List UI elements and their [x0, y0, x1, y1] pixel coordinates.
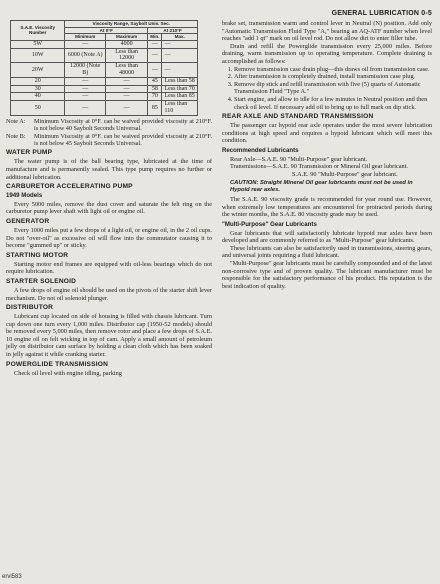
table-cell: 30	[11, 85, 65, 93]
starter-solenoid-text: A few drops of engine oil should be used on the pivots of the starter shift lever mechanism. Do not oil solenoid plunger.	[6, 286, 212, 302]
note-a-text: Minimum Viscosity at 0°F. can be waived provided viscosity at 210°F. is not below 40 Saybolt Seconds Universal.	[34, 117, 212, 133]
table-cell: Less than 70	[162, 85, 198, 93]
table-cell: —	[162, 63, 198, 78]
table-cell: Less than 58	[162, 77, 198, 85]
table-head-max2: Max.	[162, 34, 198, 41]
distributor-text: Lubricant cup located on side of housing is filled with chassis lubricant. Turn cup down one turn every 1,000 miles. Distributor cap (1950-52 models) should be removed every 5,000 miles, then remove rotor and place a few drops of S.A.E. 10 engine oil on felt wicking in top of cam. Apply a small amount of petroleum jelly on distributor cam surface by holding a clean cloth which has been soaked in jelly against it while cranking starter.	[6, 313, 212, 359]
table-cell: 40	[11, 93, 65, 101]
table-cell: —	[65, 40, 106, 48]
generator-text: Every 1000 miles put a few drops of a light oil, or engine oil, in the 2 oil cups. Do not "over-oil" as excessive oil will flow into the commutator causing it to become "gummed up" or sticky.	[6, 226, 212, 250]
distributor-title: DISTRIBUTOR	[6, 304, 54, 312]
drain-step: 3. Remove dip stick and refill transmission with five (5) quarts of Automatic Transmission Fluid "Type A."	[234, 81, 432, 96]
table-cell: 12000 (Note B)	[65, 63, 106, 78]
note-a-tag: Note A:	[6, 117, 26, 125]
drain-steps	[222, 66, 432, 112]
table-cell: —	[65, 77, 106, 85]
rear-axle-text: The passenger car hypoid rear axle operates under the most severe lubrication conditions at high speed and requires a hypoid lubricant which will meet this condition.	[222, 122, 432, 145]
recommended-title: Recommended Lubricants	[222, 146, 299, 154]
table-cell: —	[65, 101, 106, 116]
rec-trans-1: Transmissions—S.A.E. 90 Transmission or Mineral Oil gear lubricant.	[230, 163, 409, 171]
table-cell: 85	[148, 101, 162, 116]
generator-title: GENERATOR	[6, 217, 50, 225]
table-cell: —	[148, 63, 162, 78]
table-row	[11, 40, 198, 48]
sae90-text: The S.A.E. 90 viscosity grade is recommended for year round use. However, when extremely low temperatures are encountered for protracted periods during the winter months, the S.A.E. 80 viscosity grade may be used.	[222, 196, 432, 219]
table-head-min2: Min.	[148, 34, 162, 41]
note-a	[6, 118, 212, 133]
page-header: GENERAL LUBRICATION 0-5	[331, 10, 432, 17]
table-cell: 20W	[11, 63, 65, 78]
table-row	[11, 85, 198, 93]
table-cell: 6000 (Note A)	[65, 48, 106, 63]
recommended-list	[222, 156, 432, 179]
powerglide-cont-1: brake set, transmission warm and control lever in Neutral (N) position. Add only "Automatic Transmission Fluid Type "A," bearing an AQ-ATF number when level reaches "add 1 qt" mark on oil level rod. Do not allow dirt to enter filler tube.	[222, 20, 432, 43]
table-head-max: Maximum	[106, 34, 148, 41]
table-row	[11, 48, 198, 63]
table-cell: 50	[11, 101, 65, 116]
starting-motor-title: STARTING MOTOR	[6, 251, 69, 259]
powerglide-title: POWERGLIDE TRANSMISSION	[6, 360, 109, 368]
table-cell: 45	[148, 77, 162, 85]
drain-step: 1. Remove transmission case drain plug—this draws oil from transmission case.	[234, 66, 432, 74]
table-cell: 10W	[11, 48, 65, 63]
table-head-0f: At 0°F	[65, 27, 148, 34]
table-cell: —	[148, 48, 162, 63]
table-cell: —	[106, 77, 148, 85]
carb-pump-text: Every 5000 miles, remove the dust cover and saturate the felt ring on the carburetor pump lever shaft with light oil or engine oil.	[6, 200, 212, 216]
table-cell: 4000	[106, 40, 148, 48]
table-row	[11, 101, 198, 116]
powerglide-cont-2: Drain and refill the Powerglide transmission every 25,000 miles. Before draining, warm transmission up to operating temperature. Complete draining is accomplished as follows:	[222, 42, 432, 65]
table-head-sae: S.A.E. Viscosity Number	[11, 21, 65, 41]
table-head-210f: At 210°F	[148, 27, 198, 34]
table-cell: —	[65, 85, 106, 93]
note-b-text: Minimum Viscosity at 0°F. can be waived provided viscosity at 210°F. is not below 45 Saybolt Seconds Universal.	[34, 132, 212, 147]
table-cell: Less than 48000	[106, 63, 148, 78]
viscosity-table-body	[11, 40, 198, 115]
starting-motor-text: Starting motor end frames are equipped with oil-less bearings which do not require lubrication.	[6, 260, 212, 276]
multi-purpose-p3: "Multi-Purpose" gear lubricants must be carefully compounded and of the latest non-corrosive type and of proven quality. The lubricant manufacturer must be responsible for the satisfactory performance of his product. His reputation is the best indication of quality.	[222, 260, 432, 290]
rec-trans-2: S.A.E. 90 "Multi-Purpose" gear lubricant.	[292, 170, 398, 178]
table-cell: —	[106, 101, 148, 116]
table-cell: —	[106, 85, 148, 93]
table-row	[11, 63, 198, 78]
carb-pump-subtitle: 1949 Models	[6, 192, 43, 200]
table-head-range: Viscosity Range, Saybolt Univ. Sec.	[65, 21, 198, 28]
rear-axle-title: REAR AXLE AND STANDARD TRANSMISSION	[222, 113, 374, 121]
table-cell: —	[106, 93, 148, 101]
table-cell: 5W	[11, 40, 65, 48]
table-cell: —	[162, 40, 198, 48]
table-cell: Less than 12000	[106, 48, 148, 63]
table-row	[11, 77, 198, 85]
drain-step: 2. After transmission is completely drained, install transmission case plug.	[234, 73, 432, 81]
page-footer: ervi583	[2, 574, 22, 580]
right-column	[222, 20, 432, 290]
rec-rear-axle: Rear Axle—S.A.E. 90 "Multi-Purpose" gear lubricant.	[230, 155, 368, 163]
table-cell: 58	[148, 85, 162, 93]
multi-purpose-title: "Multi-Purpose" Gear Lubricants	[222, 221, 317, 229]
left-column	[6, 20, 212, 377]
multi-purpose-p1: Gear lubricants that will satisfactorily lubricate hypoid rear axles have been developed and are commonly referred to as "Multi-Purpose" gear lubricants.	[222, 229, 432, 245]
table-head-min: Minimum	[65, 34, 106, 41]
water-pump-text: The water pump is of the ball bearing type, lubricated at the time of manufacture and is permanently sealed. This type pump requires no further or additional lubrication.	[6, 158, 212, 181]
multi-purpose-p2: These lubricants can also be satisfactorily used in transmissions, steering gears, and universal joints requiring a fluid lubricant.	[222, 244, 432, 260]
water-pump-title: WATER PUMP	[6, 149, 53, 157]
table-cell: —	[65, 93, 106, 101]
starter-solenoid-title: STARTER SOLENOID	[6, 277, 77, 285]
viscosity-table	[10, 20, 198, 116]
table-cell: —	[148, 40, 162, 48]
table-cell: Less than 110	[162, 101, 198, 116]
table-cell: 20	[11, 77, 65, 85]
table-cell: Less than 85	[162, 93, 198, 101]
notes	[6, 118, 212, 148]
note-b-tag: Note B:	[6, 132, 26, 140]
table-cell: —	[162, 48, 198, 63]
drain-step: 4. Start engine, and allow to idle for a few minutes in Neutral position and then check oil level. If necessary add oil to bring up to full mark on dip stick.	[234, 96, 432, 111]
powerglide-text: Check oil level with engine idling, parking	[14, 369, 122, 377]
carb-pump-title: CARBURETOR ACCELERATING PUMP	[6, 183, 133, 191]
table-row	[11, 93, 198, 101]
note-b	[6, 133, 212, 148]
table-cell: 70	[148, 93, 162, 101]
caution-note: CAUTION: Straight Mineral Oil gear lubricants must not be used in Hypoid rear axles.	[230, 180, 413, 194]
